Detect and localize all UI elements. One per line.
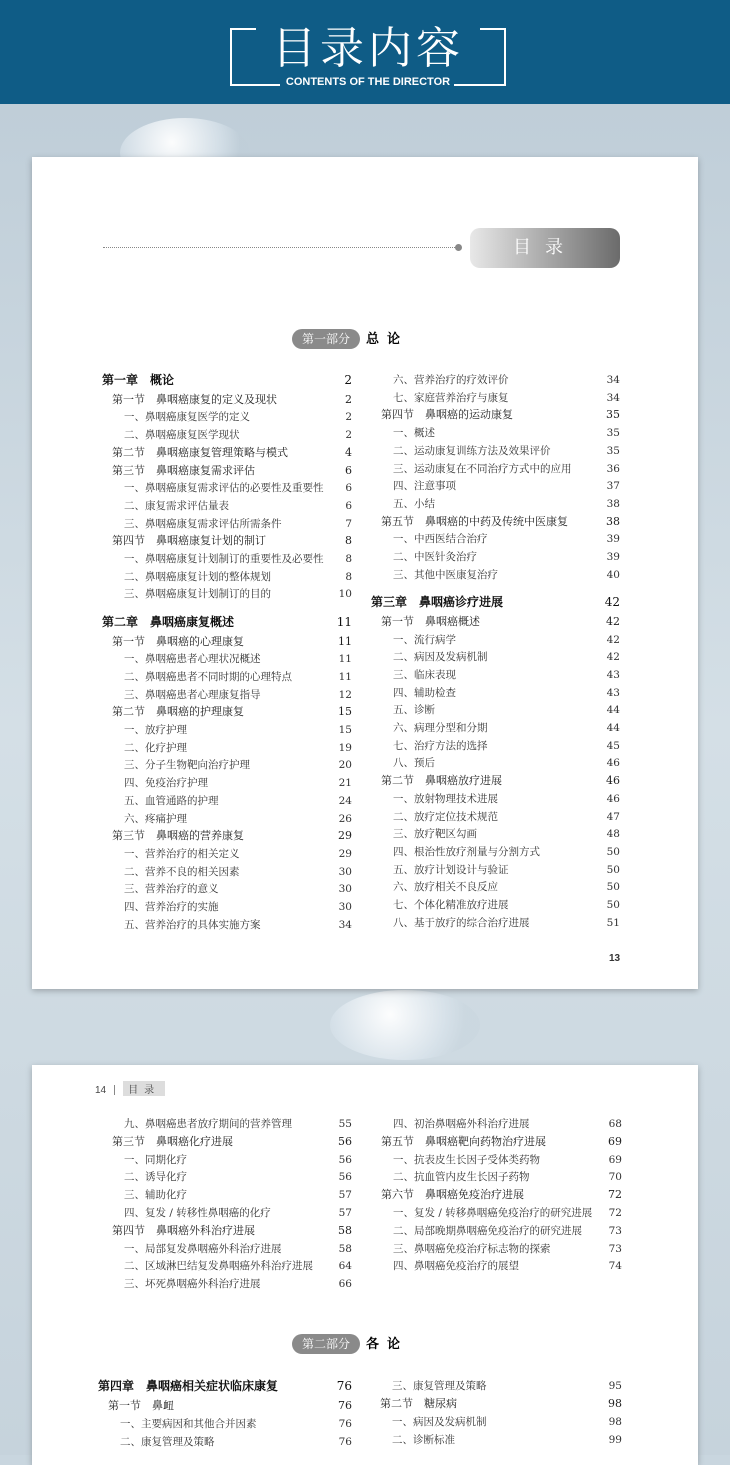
- toc-item-entry[interactable]: [371, 1240, 622, 1258]
- toc-item-entry[interactable]: [102, 1257, 352, 1275]
- toc-item-entry[interactable]: [371, 808, 620, 826]
- toc-section-entry[interactable]: [102, 532, 352, 550]
- toc-entry-title: 五、放疗计划设计与验证: [393, 863, 509, 876]
- toc-entry-title: 三、其他中医康复治疗: [393, 568, 498, 581]
- toc-item-entry[interactable]: [371, 460, 620, 478]
- toc-entry-page: 47: [606, 810, 620, 823]
- toc-entry-page: 11: [336, 614, 352, 629]
- toc-entry-page: 50: [606, 899, 620, 912]
- toc-entry-page: 34: [606, 391, 620, 404]
- toc-item-entry[interactable]: [102, 408, 352, 426]
- toc-entry-page: 38: [606, 497, 620, 510]
- running-header: [95, 1081, 165, 1096]
- toc-item-entry[interactable]: [102, 426, 352, 444]
- toc-item-entry[interactable]: [371, 737, 620, 755]
- toc-entry-title: 第三节 鼻咽癌化疗进展: [112, 1134, 233, 1148]
- toc-entry-page: 43: [606, 668, 620, 681]
- toc-entry-title: 五、营养治疗的具体实施方案: [124, 918, 261, 931]
- toc-item-entry[interactable]: [371, 684, 620, 702]
- toc-entry-page: 58: [338, 1223, 352, 1237]
- toc-entry-page: 21: [338, 777, 352, 790]
- toc-entry-page: 51: [606, 916, 620, 929]
- toc-section-entry[interactable]: [102, 1133, 352, 1151]
- toc-entry-title: 一、营养治疗的相关定义: [124, 847, 240, 860]
- toc-entry-page: 99: [608, 1434, 622, 1446]
- toc-entry-title: 第二节 鼻咽癌放疗进展: [381, 774, 502, 788]
- toc-entry-title: 二、鼻咽癌患者不同时期的心理特点: [124, 670, 292, 683]
- toc-entry-title: 三、鼻咽癌免疫治疗标志物的探索: [393, 1242, 551, 1255]
- toc-entry-title: 一、中西医结合治疗: [393, 533, 488, 546]
- toc-entry-page: 6: [345, 482, 352, 495]
- toc-entry-title: 第二节 糖尿病: [380, 1397, 457, 1410]
- toc-entry-title: 一、复发 / 转移鼻咽癌免疫治疗的研究进展: [393, 1207, 593, 1219]
- toc-item-entry[interactable]: [371, 878, 620, 896]
- toc-entry-page: 57: [338, 1189, 352, 1202]
- toc-entry-title: 七、个体化精准放疗进展: [393, 899, 509, 912]
- toc-item-entry[interactable]: [371, 754, 620, 772]
- toc-entry-title: 六、疼痛护理: [124, 812, 187, 825]
- toc-entry-title: 四、注意事项: [393, 480, 456, 493]
- toc-item-entry[interactable]: [370, 1377, 622, 1395]
- toc-item-entry[interactable]: [102, 739, 352, 757]
- toc-entry-page: 8: [345, 553, 352, 565]
- toc-item-entry[interactable]: [102, 1168, 352, 1186]
- toc-item-entry[interactable]: [102, 1275, 352, 1293]
- toc-entry-page: 35: [606, 408, 620, 422]
- toc-entry-title: 三、鼻咽癌康复计划制订的目的: [124, 588, 271, 601]
- toc-entry-page: 6: [345, 499, 352, 512]
- toc-entry-page: 46: [606, 792, 620, 805]
- toc-entry-page: 68: [608, 1118, 622, 1130]
- toc-entry-title: 二、康复需求评估量表: [124, 499, 229, 512]
- toc-entry-page: 44: [606, 722, 620, 735]
- toc-item-entry[interactable]: [371, 530, 620, 548]
- toc-entry-title: 二、区域淋巴结复发鼻咽癌外科治疗进展: [124, 1260, 313, 1273]
- toc-item-entry[interactable]: [102, 686, 352, 704]
- running-header-tag: 目录: [123, 1081, 165, 1096]
- toc-entry-title: 六、病理分型和分期: [393, 722, 488, 735]
- toc-section-entry[interactable]: [102, 1222, 352, 1240]
- toc-entry-title: 第三节 鼻咽癌康复需求评估: [112, 463, 255, 477]
- toc-entry-page: 98: [608, 1397, 622, 1410]
- toc-entry-title: 第一节 鼻咽癌的心理康复: [112, 634, 244, 648]
- toc-entry-title: 二、鼻咽癌康复计划的整体规划: [124, 570, 271, 583]
- toc-item-entry[interactable]: [102, 721, 352, 739]
- toc-item-entry[interactable]: [102, 810, 352, 828]
- toc-entry-title: 三、分子生物靶向治疗护理: [124, 759, 250, 772]
- page-number: 13: [609, 953, 621, 964]
- toc-entry-page: 11: [338, 670, 352, 683]
- header-divider: [114, 1085, 115, 1095]
- toc-entry-page: 50: [606, 881, 620, 894]
- toc-entry-title: 七、治疗方法的选择: [393, 739, 488, 752]
- toc-entry-title: 二、化疗护理: [124, 741, 187, 754]
- toc-entry-page: 37: [606, 480, 620, 493]
- toc-item-entry[interactable]: [371, 1115, 622, 1133]
- part-two-heading: [292, 1334, 408, 1354]
- toc-entry-page: 42: [606, 614, 620, 628]
- toc-entry-page: 35: [606, 427, 620, 440]
- toc-entry-page: 56: [338, 1153, 352, 1166]
- toc-entry-page: 69: [608, 1134, 622, 1148]
- toc-entry-title: 一、鼻咽癌康复需求评估的必要性及重要性: [124, 482, 324, 495]
- toc-item-entry[interactable]: [370, 1413, 622, 1431]
- toc-entry-title: 二、康复管理及策略: [120, 1436, 215, 1448]
- toc-entry-title: 一、病因及发病机制: [392, 1416, 487, 1428]
- toc-entry-page: 7: [345, 517, 352, 530]
- toc-entry-page: 39: [606, 551, 620, 563]
- toc-item-entry[interactable]: [370, 1431, 622, 1449]
- dotted-rule-end: [455, 244, 462, 251]
- toc-section-entry[interactable]: [98, 1397, 352, 1415]
- toc-item-entry[interactable]: [102, 792, 352, 810]
- toc-entry-page: 74: [608, 1260, 622, 1273]
- toc-entry-title: 三、营养治疗的意义: [124, 883, 219, 896]
- toc-section-entry[interactable]: [102, 703, 352, 721]
- toc-entry-page: 29: [338, 847, 352, 860]
- toc-entry-title: 第二节 鼻咽癌康复管理策略与模式: [112, 445, 288, 459]
- toc-item-entry[interactable]: [102, 916, 352, 934]
- toc-entry-title: 二、病因及发病机制: [393, 651, 488, 664]
- toc-item-entry[interactable]: [102, 1151, 352, 1169]
- toc-entry-title: 三、临床表现: [393, 668, 456, 681]
- toc-entry-page: 56: [338, 1171, 352, 1184]
- toc-entry-title: 一、放疗护理: [124, 724, 187, 737]
- toc-entry-title: 四、根治性放疗剂量与分割方式: [393, 845, 540, 858]
- toc-entry-page: 48: [606, 828, 620, 841]
- toc-entry-page: 20: [338, 759, 352, 772]
- toc-entry-title: 一、放射物理技术进展: [393, 792, 498, 805]
- toc-item-entry[interactable]: [102, 756, 352, 774]
- toc-entry-page: 95: [608, 1380, 622, 1392]
- toc-entry-page: 46: [606, 757, 620, 770]
- toc-entry-title: 一、流行病学: [393, 633, 456, 646]
- toc-item-entry[interactable]: [102, 880, 352, 898]
- toc-entry-page: 15: [338, 705, 352, 719]
- toc-entry-page: 2: [345, 392, 352, 406]
- running-header-page: 14: [95, 1085, 107, 1096]
- part-tag: 第一部分: [292, 329, 360, 349]
- toc-item-entry[interactable]: [371, 631, 620, 649]
- part-title: 总论: [366, 332, 409, 347]
- toc-item-entry[interactable]: [102, 479, 352, 497]
- toc-entry-page: 2: [344, 373, 352, 387]
- toc-entry-title: 三、坏死鼻咽癌外科治疗进展: [124, 1278, 261, 1291]
- toc-entry-title: 一、主要病因和其他合并因素: [120, 1418, 257, 1430]
- toc-item-entry[interactable]: [102, 1240, 352, 1258]
- toc-section-entry[interactable]: [371, 513, 620, 531]
- toc-entry-page: 6: [345, 463, 352, 477]
- toc-entry-page: 46: [606, 774, 620, 788]
- toc-entry-title: 第三章 鼻咽癌诊疗进展: [371, 595, 504, 610]
- toc-entry-page: 76: [338, 1399, 352, 1412]
- toc-entry-title: 四、复发 / 转移性鼻咽癌的化疗: [124, 1207, 271, 1219]
- toc-item-entry[interactable]: [371, 1204, 622, 1222]
- toc-entry-title: 八、基于放疗的综合治疗进展: [393, 916, 530, 929]
- toc-item-entry[interactable]: [102, 497, 352, 515]
- toc-entry-page: 8: [345, 534, 352, 548]
- toc-item-entry[interactable]: [371, 1168, 622, 1186]
- toc-entry-page: 50: [606, 845, 620, 858]
- toc-item-entry[interactable]: [371, 1222, 622, 1240]
- toc-section-entry[interactable]: [102, 444, 352, 462]
- toc-entry-page: 35: [606, 444, 620, 457]
- toc-item-entry[interactable]: [102, 898, 352, 916]
- toc-item-entry[interactable]: [102, 863, 352, 881]
- toc-entry-page: 42: [606, 633, 620, 646]
- toc-entry-page: 2: [345, 411, 352, 424]
- toc-entry-page: 30: [338, 883, 352, 896]
- toc-entry-page: 26: [338, 812, 352, 825]
- toc-chapter-entry[interactable]: [98, 1377, 352, 1395]
- toc-entry-title: 二、诱导化疗: [124, 1171, 187, 1184]
- part-title: 各论: [366, 1337, 409, 1352]
- toc-item-entry[interactable]: [371, 477, 620, 495]
- toc-entry-title: 六、营养治疗的疗效评价: [393, 374, 509, 386]
- toc-item-entry[interactable]: [371, 896, 620, 914]
- toc-entry-title: 一、局部复发鼻咽癌外科治疗进展: [124, 1242, 282, 1255]
- toc-entry-title: 四、营养治疗的实施: [124, 901, 219, 914]
- toc-entry-page: 34: [606, 374, 620, 386]
- toc-entry-title: 五、诊断: [393, 704, 435, 717]
- toc-section-entry[interactable]: [371, 1133, 622, 1151]
- toc-section-entry[interactable]: [371, 613, 620, 631]
- toc-entry-page: 76: [338, 1418, 352, 1430]
- toc-entry-page: 2: [345, 429, 352, 442]
- toc-entry-title: 九、鼻咽癌患者放疗期间的营养管理: [124, 1118, 292, 1130]
- toc-item-entry[interactable]: [371, 424, 620, 442]
- toc-entry-title: 第四节 鼻咽癌的运动康复: [381, 408, 513, 422]
- toc-entry-title: 三、鼻咽癌患者心理康复指导: [124, 688, 261, 701]
- toc-entry-title: 第五节 鼻咽癌的中药及传统中医康复: [381, 514, 568, 528]
- toc-item-entry[interactable]: [371, 861, 620, 879]
- part-one-heading: [292, 329, 408, 349]
- toc-entry-title: 四、初治鼻咽癌外科治疗进展: [393, 1118, 530, 1130]
- toc-item-entry[interactable]: [371, 1257, 622, 1275]
- toc-entry-title: 三、康复管理及策略: [392, 1380, 487, 1392]
- toc-entry-title: 一、鼻咽癌康复计划制订的重要性及必要性: [124, 553, 324, 565]
- toc-item-entry[interactable]: [371, 790, 620, 808]
- toc-entry-page: 73: [608, 1224, 622, 1237]
- toc-item-entry[interactable]: [371, 389, 620, 407]
- toc-entry-title: 七、家庭营养治疗与康复: [393, 391, 509, 404]
- toc-entry-page: 30: [338, 901, 352, 914]
- toc-item-entry[interactable]: [371, 1151, 622, 1169]
- toc-item-entry[interactable]: [102, 1186, 352, 1204]
- toc-entry-page: 40: [606, 568, 620, 581]
- toc-section-entry[interactable]: [371, 406, 620, 424]
- toc-entry-page: 42: [604, 595, 620, 610]
- toc-item-entry[interactable]: [102, 845, 352, 863]
- toc-entry-title: 第一章 概论: [102, 373, 175, 387]
- toc-entry-page: 73: [608, 1242, 622, 1255]
- toc-entry-page: 43: [606, 686, 620, 699]
- toc-entry-page: 19: [338, 741, 352, 754]
- toc-entry-page: 34: [338, 918, 352, 931]
- toc-entry-page: 72: [608, 1188, 622, 1202]
- toc-entry-title: 五、血管通路的护理: [124, 794, 219, 807]
- toc-entry-page: 38: [606, 514, 620, 528]
- toc-entry-title: 四、免疫治疗护理: [124, 777, 208, 790]
- toc-entry-title: 二、中医针灸治疗: [393, 551, 477, 563]
- toc-entry-page: 15: [338, 724, 352, 737]
- toc-entry-title: 二、抗血管内皮生长因子药物: [393, 1171, 530, 1184]
- toc-entry-page: 55: [338, 1118, 352, 1130]
- toc-item-entry[interactable]: [371, 442, 620, 460]
- toc-entry-title: 一、概述: [393, 427, 435, 440]
- toc-entry-page: 66: [338, 1278, 352, 1291]
- toc-entry-page: 76: [336, 1379, 352, 1393]
- toc-entry-title: 四、鼻咽癌免疫治疗的展望: [393, 1260, 519, 1273]
- toc-entry-page: 4: [345, 445, 352, 459]
- toc-section-entry[interactable]: [102, 827, 352, 845]
- toc-entry-title: 第四章 鼻咽癌相关症状临床康复: [98, 1379, 279, 1393]
- toc-entry-page: 56: [338, 1134, 352, 1148]
- toc-entry-title: 三、放疗靶区勾画: [393, 828, 477, 841]
- toc-entry-title: 二、局部晚期鼻咽癌免疫治疗的研究进展: [393, 1224, 582, 1237]
- toc-item-entry[interactable]: [371, 914, 620, 932]
- toc-entry-title: 二、运动康复训练方法及效果评价: [393, 444, 551, 457]
- toc-entry-page: 11: [338, 634, 352, 648]
- toc-entry-page: 72: [608, 1207, 622, 1219]
- toc-entry-page: 12: [338, 688, 352, 701]
- toc-item-entry[interactable]: [371, 648, 620, 666]
- toc-entry-title: 二、诊断标准: [392, 1434, 455, 1446]
- toc-entry-title: 三、辅助化疗: [124, 1189, 187, 1202]
- toc-item-entry[interactable]: [102, 668, 352, 686]
- bubble-decoration-middle: [330, 990, 480, 1060]
- toc-entry-title: 第四节 鼻咽癌外科治疗进展: [112, 1223, 255, 1237]
- toc-entry-title: 第一节 鼻咽癌康复的定义及现状: [112, 392, 277, 406]
- toc-entry-title: 二、鼻咽癌康复医学现状: [124, 429, 240, 442]
- toc-item-entry[interactable]: [102, 515, 352, 533]
- toc-item-entry[interactable]: [371, 666, 620, 684]
- dotted-rule: [103, 247, 459, 248]
- page-title: 目录内容: [272, 23, 464, 74]
- toc-entry-title: 第五节 鼻咽癌靶向药物治疗进展: [381, 1134, 546, 1148]
- part-tag: 第二部分: [292, 1334, 360, 1354]
- toc-chapter-entry[interactable]: [102, 613, 352, 631]
- toc-entry-page: 36: [606, 462, 620, 475]
- toc-entry-page: 58: [338, 1242, 352, 1255]
- toc-entry-page: 11: [338, 653, 352, 666]
- toc-entry-title: 八、预后: [393, 757, 435, 770]
- toc-entry-page: 98: [608, 1416, 622, 1428]
- toc-item-entry[interactable]: [371, 548, 620, 566]
- toc-section-entry[interactable]: [371, 1186, 622, 1204]
- toc-chapter-entry[interactable]: [371, 593, 620, 611]
- toc-entry-title: 一、鼻咽癌康复医学的定义: [124, 411, 250, 424]
- toc-entry-title: 二、放疗定位技术规范: [393, 810, 498, 823]
- toc-entry-title: 第六节 鼻咽癌免疫治疗进展: [381, 1188, 524, 1202]
- toc-entry-title: 一、同期化疗: [124, 1153, 187, 1166]
- page-subtitle: CONTENTS OF THE DIRECTOR: [285, 76, 451, 88]
- toc-entry-title: 第一节 鼻咽癌概述: [381, 614, 480, 628]
- toc-entry-title: 五、小结: [393, 497, 435, 510]
- toc-item-entry[interactable]: [102, 568, 352, 586]
- toc-entry-page: 44: [606, 704, 620, 717]
- toc-entry-page: 8: [345, 570, 352, 583]
- toc-entry-title: 一、鼻咽癌患者心理状况概述: [124, 653, 261, 666]
- toc-item-entry[interactable]: [371, 843, 620, 861]
- toc-item-entry[interactable]: [98, 1415, 352, 1433]
- toc-entry-page: 45: [606, 739, 620, 752]
- toc-entry-title: 第四节 鼻咽癌康复计划的制订: [112, 534, 266, 548]
- toc-entry-page: 69: [608, 1153, 622, 1166]
- toc-entry-page: 42: [606, 651, 620, 664]
- toc-entry-page: 39: [606, 533, 620, 546]
- toc-section-entry[interactable]: [102, 633, 352, 651]
- toc-item-entry[interactable]: [371, 371, 620, 389]
- toc-entry-title: 三、鼻咽癌康复需求评估所需条件: [124, 517, 282, 530]
- toc-item-entry[interactable]: [102, 650, 352, 668]
- toc-entry-page: 64: [338, 1260, 352, 1273]
- toc-entry-page: 30: [338, 865, 352, 878]
- toc-entry-page: 50: [606, 863, 620, 876]
- toc-entry-title: 一、抗表皮生长因子受体类药物: [393, 1153, 540, 1166]
- toc-chapter-entry[interactable]: [102, 371, 352, 389]
- toc-entry-title: 第一节 鼻衄: [108, 1399, 174, 1412]
- toc-item-entry[interactable]: [102, 1204, 352, 1222]
- toc-entry-title: 第二节 鼻咽癌的护理康复: [112, 705, 244, 719]
- toc-item-entry[interactable]: [102, 585, 352, 603]
- toc-section-entry[interactable]: [102, 391, 352, 409]
- toc-entry-title: 二、营养不良的相关因素: [124, 865, 240, 878]
- toc-item-entry[interactable]: [102, 550, 352, 568]
- toc-item-entry[interactable]: [371, 701, 620, 719]
- toc-heading-pill: 目录: [470, 228, 620, 268]
- toc-item-entry[interactable]: [102, 1115, 352, 1133]
- toc-item-entry[interactable]: [102, 774, 352, 792]
- toc-section-entry[interactable]: [370, 1395, 622, 1413]
- toc-entry-page: 24: [338, 794, 352, 807]
- toc-entry-page: 10: [338, 588, 352, 601]
- toc-entry-page: 76: [338, 1436, 352, 1448]
- toc-item-entry[interactable]: [371, 719, 620, 737]
- toc-item-entry[interactable]: [371, 495, 620, 513]
- toc-entry-title: 六、放疗相关不良反应: [393, 881, 498, 894]
- toc-entry-page: 57: [338, 1207, 352, 1219]
- toc-entry-title: 三、运动康复在不同治疗方式中的应用: [393, 462, 572, 475]
- toc-entry-page: 70: [608, 1171, 622, 1184]
- toc-item-entry[interactable]: [98, 1433, 352, 1451]
- toc-entry-title: 第三节 鼻咽癌的营养康复: [112, 829, 244, 843]
- toc-item-entry[interactable]: [371, 825, 620, 843]
- toc-entry-page: 29: [338, 829, 352, 843]
- toc-item-entry[interactable]: [371, 566, 620, 584]
- toc-entry-title: 四、辅助检查: [393, 686, 456, 699]
- toc-entry-title: 第二章 鼻咽癌康复概述: [102, 614, 235, 629]
- toc-section-entry[interactable]: [102, 462, 352, 480]
- toc-section-entry[interactable]: [371, 772, 620, 790]
